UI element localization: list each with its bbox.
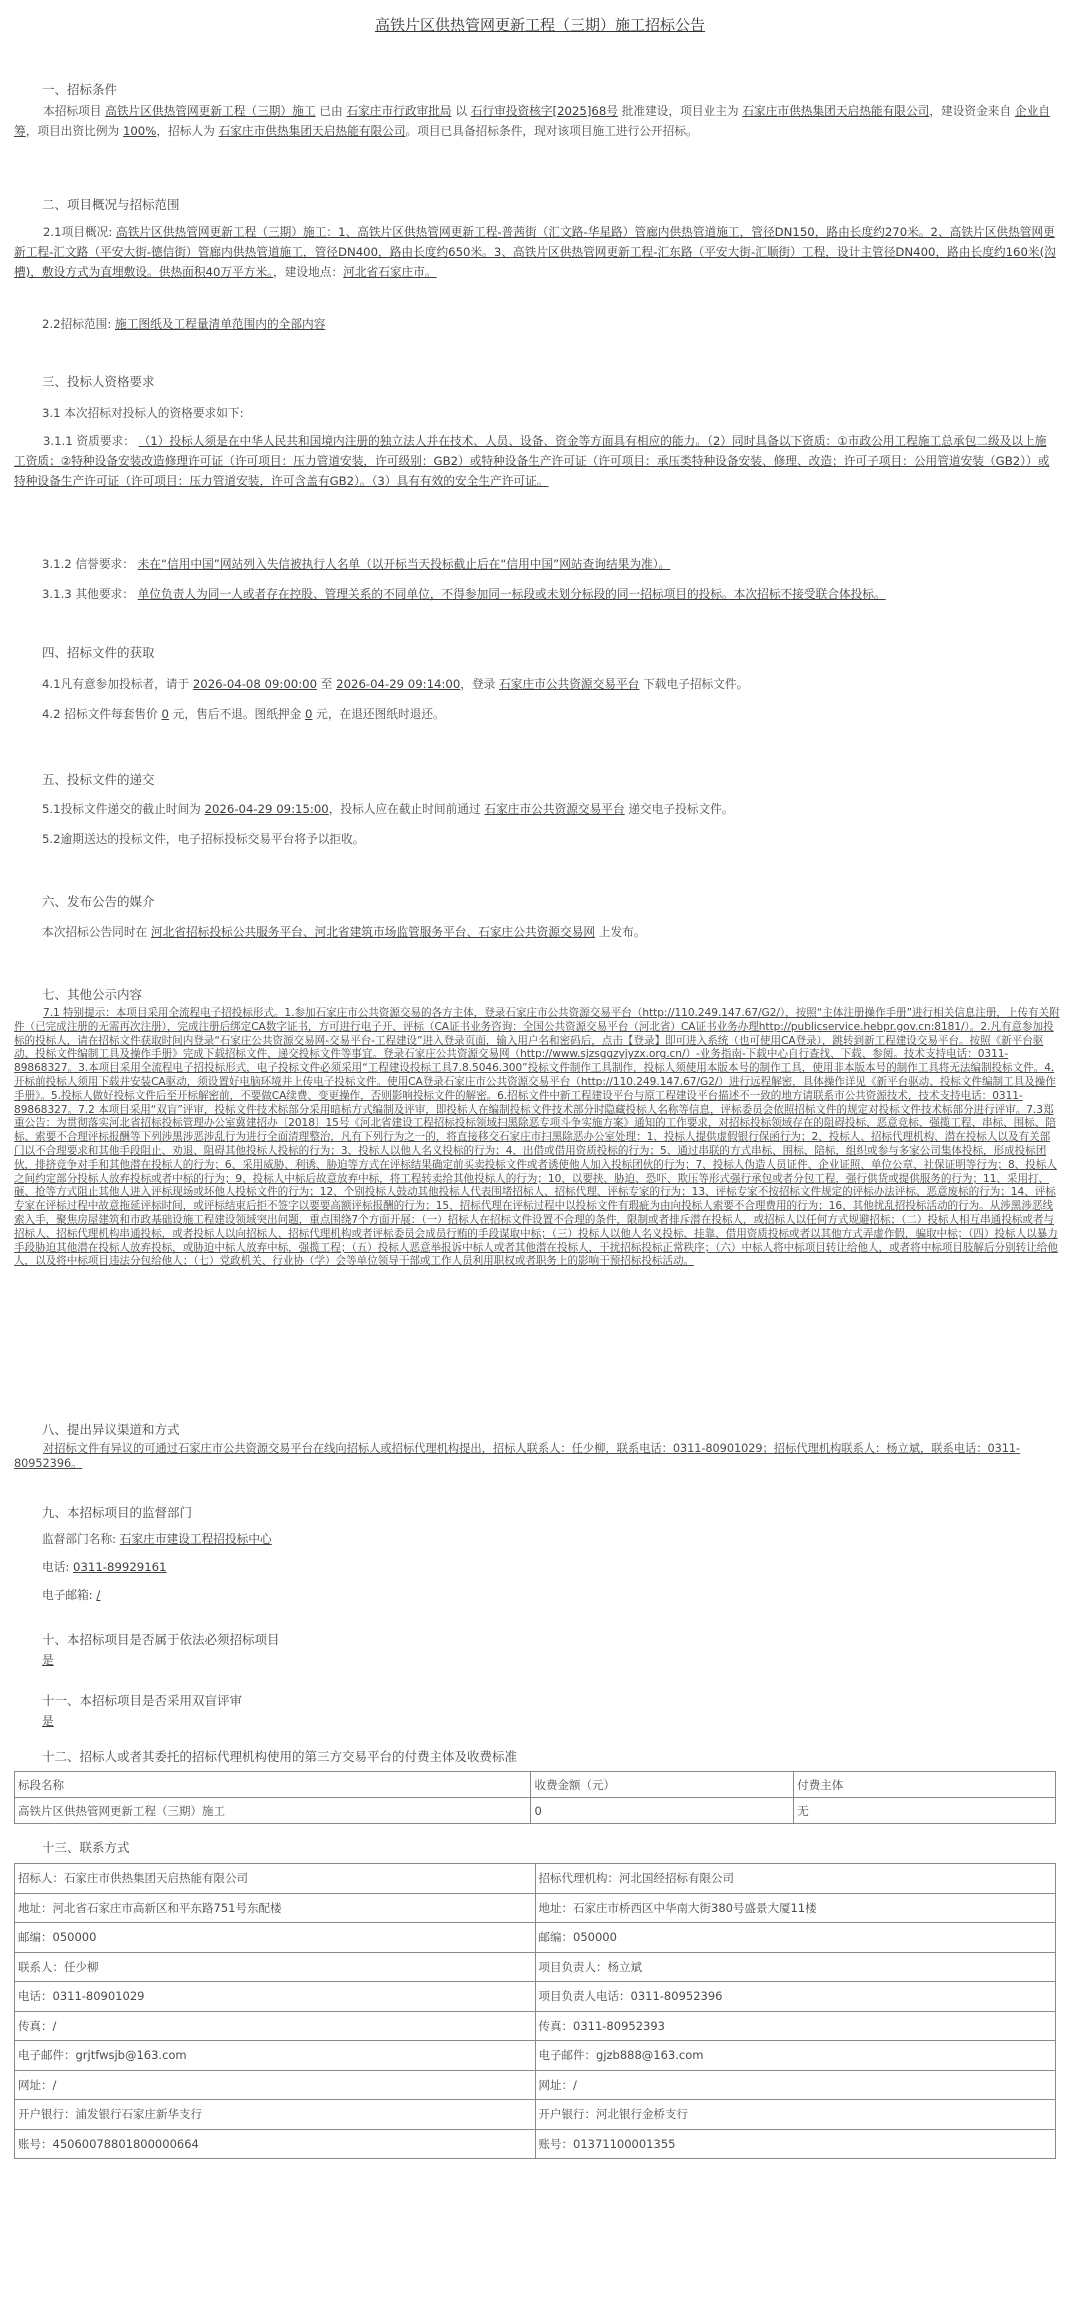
table-cell: 传真：/ xyxy=(15,2011,536,2041)
text: 元，在退还图纸时退还。 xyxy=(316,707,445,721)
text: 递交电子投标文件。 xyxy=(628,802,734,816)
fund-source: 企业自筹 xyxy=(14,104,1050,138)
table-row xyxy=(15,1923,1056,1953)
publication-media xyxy=(42,924,646,940)
deadline: 2026-04-29 09:15:00 xyxy=(204,802,329,816)
media-list: 河北省招标投标公共服务平台、河北省建筑市场监管服务平台、石家庄公共资源交易网 xyxy=(150,925,596,939)
supervisor-email xyxy=(42,1587,100,1603)
text: 下载电子招标文件。 xyxy=(643,677,749,691)
table-cell: 邮编：050000 xyxy=(535,1923,1055,1953)
text: 上发布。 xyxy=(598,925,646,939)
table-row xyxy=(15,1798,1056,1824)
table-row xyxy=(15,2070,1056,2100)
section-heading-3: 三、投标人资格要求 xyxy=(42,374,155,389)
other-text: 单位负责人为同一人或者存在控股、管理关系的不同单位，不得参加同一标段或未划分标段的同一招标项目的投标。本次招标不接受联合体投标。 xyxy=(137,587,886,601)
other-requirements xyxy=(42,586,886,602)
late-submission: 5.2逾期送达的投标文件，电子招标投标交易平台将予以拒收。 xyxy=(42,832,365,846)
fund-ratio: 100% xyxy=(122,124,157,138)
section-heading-10: 十、本招标项目是否属于依法必须招标项目 xyxy=(42,1632,280,1647)
table-cell: 电子邮件：gjzb888@163.com xyxy=(535,2041,1055,2071)
text: ，投标人应在截止时间前通过 xyxy=(328,802,481,816)
platform-link[interactable]: 石家庄市公共资源交易平台 xyxy=(484,802,625,816)
section-heading-12: 十二、招标人或者其委托的招标代理机构使用的第三方交易平台的付费主体及收费标准 xyxy=(42,1749,518,1764)
section-heading-8: 八、提出异议渠道和方式 xyxy=(42,1422,180,1437)
header-cell: 标段名称 xyxy=(15,1772,531,1798)
document-price xyxy=(42,706,445,722)
table-cell: 地址：石家庄市桥西区中华南大街380号盛景大厦11楼 xyxy=(535,1893,1055,1923)
table-cell: 开户银行：河北银行金桥支行 xyxy=(535,2100,1055,2130)
objection-text: 对招标文件有异议的可通过石家庄市公共资源交易平台在线向招标人或招标代理机构提出，招标人联系人：任少柳，联系电话：0311-80901029；招标代理机构联系人：杨立斌，联系电话：0311-80952396。 xyxy=(14,1442,1021,1470)
scope-text: 施工图纸及工程量清单范围内的全部内容 xyxy=(115,317,326,331)
qualification-text: （1）投标人须是在中华人民共和国境内注册的独立法人并在技术、人员、设备、资金等方面具有相应的能力。（2）同时具备以下资质：①市政公用工程施工总承包二级及以上施工资质；②特种设备安装改造修理许可证（许可项目：压力管道安装，许可级别：GB2）或特种设备生产许可证（许可项目：承压类特种设备安装、修理、改造；许可子项目：公用管道安装（GB2））或特种设备生产许可证（许可项目：压力管道安装，许可含盖有GB2）。（3）具有有效的安全生产许可证。 xyxy=(14,434,1050,488)
section-heading-2: 二、项目概况与招标范围 xyxy=(42,197,180,212)
label: 3.1.3 其他要求： xyxy=(42,587,134,601)
text: ，招标人为 xyxy=(156,124,215,138)
project-name: 高铁片区供热管网更新工程（三期）施工 xyxy=(105,104,316,118)
project-owner: 石家庄市供热集团天启热能有限公司 xyxy=(742,104,930,118)
table-row xyxy=(15,1982,1056,2012)
text: 元，售后不退。图纸押金 xyxy=(172,707,302,721)
table-row xyxy=(15,2129,1056,2159)
text: ，登录 xyxy=(460,677,496,691)
section-heading-4: 四、招标文件的获取 xyxy=(42,645,155,660)
table-row xyxy=(15,1893,1056,1923)
project-overview xyxy=(14,222,1056,282)
table-cell: 账号：45060078801800000664 xyxy=(15,2129,536,2159)
table-cell: 项目负责人电话：0311-80952396 xyxy=(535,1982,1055,2012)
construction-site: 河北省石家庄市。 xyxy=(343,265,437,279)
label: 监督部门名称: xyxy=(42,1532,117,1546)
text: 以 xyxy=(455,104,468,118)
table-cell: 项目负责人：杨立斌 xyxy=(535,1952,1055,1982)
credit-requirements xyxy=(42,556,670,572)
text: ，项目出资比例为 xyxy=(25,124,120,138)
text: ，建设资金来自 xyxy=(929,104,1012,118)
section-heading-9: 九、本招标项目的监督部门 xyxy=(42,1505,193,1520)
double-blind-answer xyxy=(42,1713,54,1729)
table-cell: 开户银行：浦发银行石家庄新华支行 xyxy=(15,2100,536,2130)
mandatory-answer xyxy=(42,1652,54,1668)
table-cell: 联系人：任少柳 xyxy=(15,1952,536,1982)
price: 0 xyxy=(161,707,169,721)
table-cell: 0 xyxy=(531,1798,794,1824)
table-cell: 邮编：050000 xyxy=(15,1923,536,1953)
table-row xyxy=(15,1952,1056,1982)
approval-number: 石行审投资核字[2025]68号 xyxy=(470,104,618,118)
email: / xyxy=(96,1588,101,1602)
table-cell: 网址：/ xyxy=(15,2070,536,2100)
text: 本次招标公告同时在 xyxy=(42,925,148,939)
contact-table xyxy=(14,1863,1056,2159)
label: ，建设地点： xyxy=(273,265,344,279)
overview-text: 高铁片区供热管网更新工程（三期）施工：1、高铁片区供热管网更新工程-普茜街（汇文路-华星路）管廊内供热管道施工，管径DN150，路由长度约270米。2、高铁片区供热管网更新工程-汇文路（平安大街-德信街）管廊内供热管道施工，管径DN400，路由长度约650米。3、高铁片区供热管网更新工程-汇东路（平安大街-汇顺街）工程，设计主管径DN400，路由长度约160米(沟槽)，敷设方式为直埋敷设。供热面积40万平方米。 xyxy=(14,225,1056,279)
text: 。项目已具备招标条件，现对该项目施工进行公开招标。 xyxy=(405,124,698,138)
supervisor-phone xyxy=(42,1559,167,1575)
phone: 0311-89929161 xyxy=(73,1560,167,1574)
section-heading-13: 十三、联系方式 xyxy=(42,1840,130,1855)
label: 2.2招标范围: xyxy=(42,317,112,331)
table-cell: 传真：0311-80952393 xyxy=(535,2011,1055,2041)
table-cell: 无 xyxy=(794,1798,1056,1824)
tenderer: 石家庄市供热集团天启热能有限公司 xyxy=(218,124,406,138)
deposit: 0 xyxy=(304,707,313,721)
platform-link[interactable]: 石家庄市公共资源交易平台 xyxy=(499,677,640,691)
table-cell: 高铁片区供热管网更新工程（三期）施工 xyxy=(15,1798,531,1824)
qualification-requirements xyxy=(14,431,1056,491)
dept-name: 石家庄市建设工程招投标中心 xyxy=(119,1532,272,1546)
text: 4.2 招标文件每套售价 xyxy=(42,707,158,721)
section-heading-1: 一、招标条件 xyxy=(42,82,118,97)
text: 批准建设，项目业主为 xyxy=(621,104,739,118)
document-acquisition xyxy=(42,676,748,692)
section-heading-7: 七、其他公示内容 xyxy=(42,987,143,1002)
label: 3.1.2 信誉要求： xyxy=(42,557,134,571)
label: 3.1.1 资质要求： xyxy=(43,434,135,448)
other-notice-text: 7.1 特别提示：本项目采用全流程电子招投标形式。1.参加石家庄市公共资源交易的各方主体，登录石家庄市公共资源交易平台（http://110.249.147.67/G2/），按照“主体注册操作手册”进行相关信息注册，上传有关附件（已完成注册的无需再次注册），完成注册后绑定CA数字证书，方可进行电子开、评标（CA证书业务咨询：全国公共资源交易平台（河北省）CA证书业务办理http://publicservice.hebpr.gov.cn:8181/）。2.凡有意参加投标的投标人，请在招标文件获取时间内登录“石家庄公共资源交易网-交易平台-工程建设”进入登录页面，输入用户名和密码后，点击【登录】即可进入系统（也可使用CA登录），跳转到新工程建设交易平台。按照《新平台驱动、投标文件编制工具及操作手册》完成下载招标文件、递交投标文件等事宜。登录石家庄公共资源交易网（http://www.sjzsggzyjyzx.org.cn/）-业务指南-下载中心自行查找、下载、参阅。技术支持电话：0311-89868327。3.本项目采用全流程电子招投标形式，电子投标文件必须采用“工程建设投标工具7.8.5046.300”投标文件制作工具制作，投标人须使用本版本号的制作工具，使用非本版本号的制作工具将无法编制投标文件。4.开标前投标人须用下载并安装CA驱动，须设置好电脑环境并上传电子投标文件。使用CA登录石家庄市公共资源交易平台（http://110.249.147.67/G2/）进行远程解密，具体操作详见《新平台驱动、投标文件编制工具及操作手册》。5.投标人做好投标文件后至开标解密前，不要做CA续费、变更操作，否则影响投标文件的解密。6.招标文件中新工程建设平台与原工程建设平台描述不一致的地方请联系市公共资源技术，技术支持电话：0311-89868327。7.2 本项目采用“双盲”评审，投标文件技术标部分采用暗标方式编制及评审，即投标人在编制投标文件技术部分时隐藏投标人名称等信息，评标委员会依照招标文件的规定对投标文件技术标部分进行评审。7.3郑重公告：为贯彻落实河北省招标投标管理办公室冀建招办〔2018〕15号《河北省建设工程招标投标领域扫黑除恶专项斗争实施方案》通知的工作要求，对招标投标领域存在的阻碍投标、恶意竞标、强揽工程、串标、围标、陪标、索要不合理评标报酬等下列涉黑涉恶涉乱行为进行全面清理整治，凡有下列行为之一的，将直接移交石家庄市扫黑除恶办公室处理：1、投标人提供虚假银行保函行为；2、投标人、招标代理机构、潜在投标人以及有关部门以不合理要求和其他手段阻止、劝退、阻碍其他投标人投标的行为；3、投标人以他人名义投标的行为；4、出借或借用资质投标的行为；5、通过串联的方式串标、围标、陪标，组织或参与多家公司集体投标，形成投标团伙，排挤竞争对手和其他潜在投标人的行为；6、采用威胁、利诱、胁迫等方式在评标结果确定前买卖投标文件或者诱使他人加入投标团伙的行为；7、投标人伪造人员证件、企业证照、单位公章、社保证明等行为；8、投标人之间约定部分投标人放弃投标或者中标的行为；9、投标人中标后故意放弃中标，将工程转卖给其他投标人的行为；10、以要挟、胁迫、恐吓、欺压等形式强行承包或者分包工程，强行供货或提供服务的行为；11、采用打、砸、抢等方式阻止其他人进入评标现场或坏他人投标文件的行为；12、个别投标人鼓动其他投标人代表围堵招标人、招标代理、评标专家的行为；13、评标专家不按招标文件规定的评标办法评标、恶意废标的行为；14、评标专家在评标过程中故意拖延评标时间，或评标结束后拒不签字以要要高额评标报酬的行为；15、招标代理在评标过程中以投标文件有瑕疵为由向投标人索要不合理费用的行为；16、其他扰乱招投标活动的行为。从涉黑涉恶线索入手，聚焦房屋建筑和市政基础设施工程建设领域突出问题，重点围绕7个方面开展：（一）招标人在招标文件设置不合理的条件，限制或者排斥潜在投标人，或招标人以任何方式规避招标；（二）投标人相互串通投标或者与招标人、招标代理机构串通投标，或者投标人以向招标人、招标代理机构或者评标委员会成员行贿的手段谋取中标；（三）投标人以他人名义投标、挂靠、借用资质投标或者以其他方式弄虚作假，骗取中标；（四）投标人以暴力手段胁迫其他潜在投标人放弃投标，或胁迫中标人放弃中标，强揽工程；（五）投标人恶意举报诉中标人或者其他潜在投标人，干扰招标投标正常秩序；（六）中标人将中标项目转让给他人，或者将中标项目肢解后分别转让给他人，以及将中标项目违法分包给他人；（七）党政机关、行业协（学）会等单位领导干部或工作人员利用职权或者职务上的影响干预招标投标活动。 xyxy=(14,1007,1060,1268)
text: 本招标项目 xyxy=(43,104,102,118)
label: 电话: xyxy=(42,1560,70,1574)
table-cell: 招标人：石家庄市供热集团天启热能有限公司 xyxy=(15,1864,536,1894)
header-cell: 付费主体 xyxy=(794,1772,1056,1798)
text: 已由 xyxy=(319,104,343,118)
table-cell: 电子邮件：grjtfwsjb@163.com xyxy=(15,2041,536,2071)
fee-table xyxy=(14,1771,1056,1824)
qualification-intro: 3.1 本次招标对投标人的资格要求如下: xyxy=(42,406,244,420)
text: 至 xyxy=(320,677,333,691)
label: 电子邮箱: xyxy=(42,1588,93,1602)
table-row xyxy=(15,2011,1056,2041)
table-cell: 地址：河北省石家庄市高新区和平东路751号东配楼 xyxy=(15,1893,536,1923)
approver: 石家庄市行政审批局 xyxy=(346,104,452,118)
bid-submission xyxy=(42,801,734,817)
section-heading-5: 五、投标文件的递交 xyxy=(42,772,155,787)
table-row xyxy=(15,2100,1056,2130)
table-cell: 电话：0311-80901029 xyxy=(15,1982,536,2012)
credit-text: 未在“信用中国”网站列入失信被执行人名单（以开标当天投标截止后在“信用中国”网站查询结果为准）。 xyxy=(137,557,671,571)
table-cell: 账号：01371100001355 xyxy=(535,2129,1055,2159)
table-row xyxy=(15,2041,1056,2071)
end-time: 2026-04-29 09:14:00 xyxy=(336,677,461,691)
section-heading-11: 十一、本招标项目是否采用双盲评审 xyxy=(42,1693,243,1708)
section-heading-6: 六、发布公告的媒介 xyxy=(42,894,155,909)
page-title: 高铁片区供热管网更新工程（三期）施工招标公告 xyxy=(374,16,705,34)
answer: 是 xyxy=(42,1714,54,1728)
table-row xyxy=(15,1864,1056,1894)
label: 2.1项目概况: xyxy=(43,225,113,239)
section-1-paragraph xyxy=(14,101,1056,141)
table-cell: 招标代理机构：河北国经招标有限公司 xyxy=(535,1864,1055,1894)
table-header-row xyxy=(15,1772,1056,1798)
tender-scope xyxy=(42,316,325,332)
table-cell: 网址：/ xyxy=(535,2070,1055,2100)
supervisor-dept xyxy=(42,1531,272,1547)
text: 5.1投标文件递交的截止时间为 xyxy=(42,802,201,816)
start-time: 2026-04-08 09:00:00 xyxy=(192,677,318,691)
header-cell: 收费金额（元） xyxy=(531,1772,794,1798)
answer: 是 xyxy=(42,1653,54,1667)
text: 4.1凡有意参加投标者，请于 xyxy=(42,677,190,691)
